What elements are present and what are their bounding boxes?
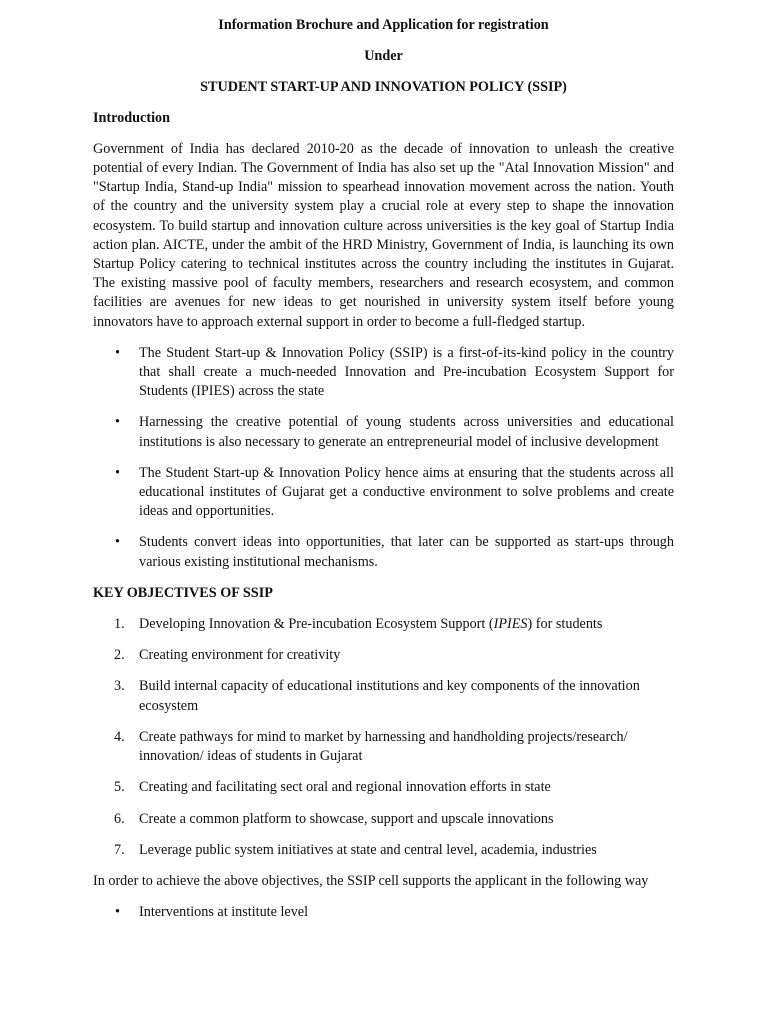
list-item	[93, 841, 674, 860]
item-text: Leverage public system initiatives at state and central level, academia, industries	[139, 841, 597, 858]
bullet-text: Interventions at institute level	[139, 904, 309, 921]
item-text: Create pathways for mind to market by harnessing and handholding projects/research/ innovation/ ideas of students in Gujarat	[139, 728, 628, 765]
item-text: Creating environment for creativity	[139, 647, 341, 664]
item-number: 3.	[114, 678, 125, 695]
list-item	[93, 778, 674, 797]
section-heading-introduction: Introduction	[93, 109, 170, 126]
objectives-list	[93, 615, 674, 860]
bullet-marker: •	[115, 414, 120, 431]
item-text: Build internal capacity of educational institutions and key components of the innovation ecosystem	[139, 678, 640, 714]
bullet-text: The Student Start-up & Innovation Policy hence aims at ensuring that the students across all educational institutes of Gujarat get a conductive environment to solve problems and create ideas and opportunities.	[139, 464, 674, 520]
list-item	[93, 677, 674, 715]
list-item	[93, 615, 674, 634]
document-subtitle-under: Under	[364, 48, 403, 65]
bullet-marker: •	[115, 534, 120, 551]
closing-bullet-list	[93, 903, 674, 922]
item-text-suffix: ) for students	[527, 616, 603, 633]
item-number: 1.	[114, 616, 125, 633]
list-item	[93, 344, 674, 402]
item-number: 6.	[114, 810, 125, 827]
item-number: 4.	[114, 728, 125, 745]
item-text: Create a common platform to showcase, support and upscale innovations	[139, 810, 554, 827]
introduction-bullet-list	[93, 344, 674, 572]
bullet-text: The Student Start-up & Innovation Policy (SSIP) is a first-of-its-kind policy in the country that shall create a much-needed Innovation and Pre-incubation Ecosystem Support for Students (IPIES) across the state	[139, 344, 674, 400]
introduction-paragraph: Government of India has declared 2010-20 as the decade of innovation to unleash the creative potential of every Indian. The Government of India has also set up the "Atal Innovation Mission" and "Startup India, Stand-up India" mission to spearhead innovation movement across the nation. Youth of the country and the university system play a crucial role at every step to shape the innovation ecosystem. To build startup and innovation culture across universities is the key goal of Startup India action plan. AICTE, under the ambit of the HRD Ministry, Government of India, is launching its own Startup Policy catering to technical institutes across the country including the institutes in Gujarat. The existing massive pool of faculty members, researchers and research ecosystem, and common facilities are avenues for new ideas to get nourished in university system itself before young innovators have to approach external support in order to become a full-fledged startup.	[93, 140, 674, 330]
item-text: Developing Innovation & Pre-incubation Ecosystem Support (	[139, 616, 494, 633]
list-item	[93, 903, 674, 922]
list-item	[93, 533, 674, 571]
bullet-marker: •	[115, 904, 120, 921]
policy-title: STUDENT START-UP AND INNOVATION POLICY (SSIP)	[200, 79, 567, 96]
bullet-text: Harnessing the creative potential of young students across universities and educational institutions is also necessary to generate an entrepreneurial model of inclusive development	[139, 414, 674, 450]
document-title: Information Brochure and Application for registration	[218, 17, 549, 33]
section-heading-key-objectives: KEY OBJECTIVES OF SSIP	[93, 584, 273, 601]
bullet-marker: •	[115, 464, 120, 481]
list-item	[93, 728, 674, 766]
list-item	[93, 646, 674, 665]
closing-paragraph: In order to achieve the above objectives, the SSIP cell supports the applicant in the following way	[93, 872, 649, 889]
bullet-text: Students convert ideas into opportunities, that later can be supported as start-ups through various existing institutional mechanisms.	[139, 534, 674, 570]
item-number: 7.	[114, 841, 125, 858]
item-text: Creating and facilitating sect oral and regional innovation efforts in state	[139, 779, 551, 796]
item-number: 5.	[114, 779, 125, 796]
list-item	[93, 413, 674, 451]
bullet-marker: •	[115, 344, 120, 361]
list-item	[93, 810, 674, 829]
item-text-emphasis: IPIES	[493, 616, 528, 633]
list-item	[93, 464, 674, 522]
item-number: 2.	[114, 647, 125, 664]
